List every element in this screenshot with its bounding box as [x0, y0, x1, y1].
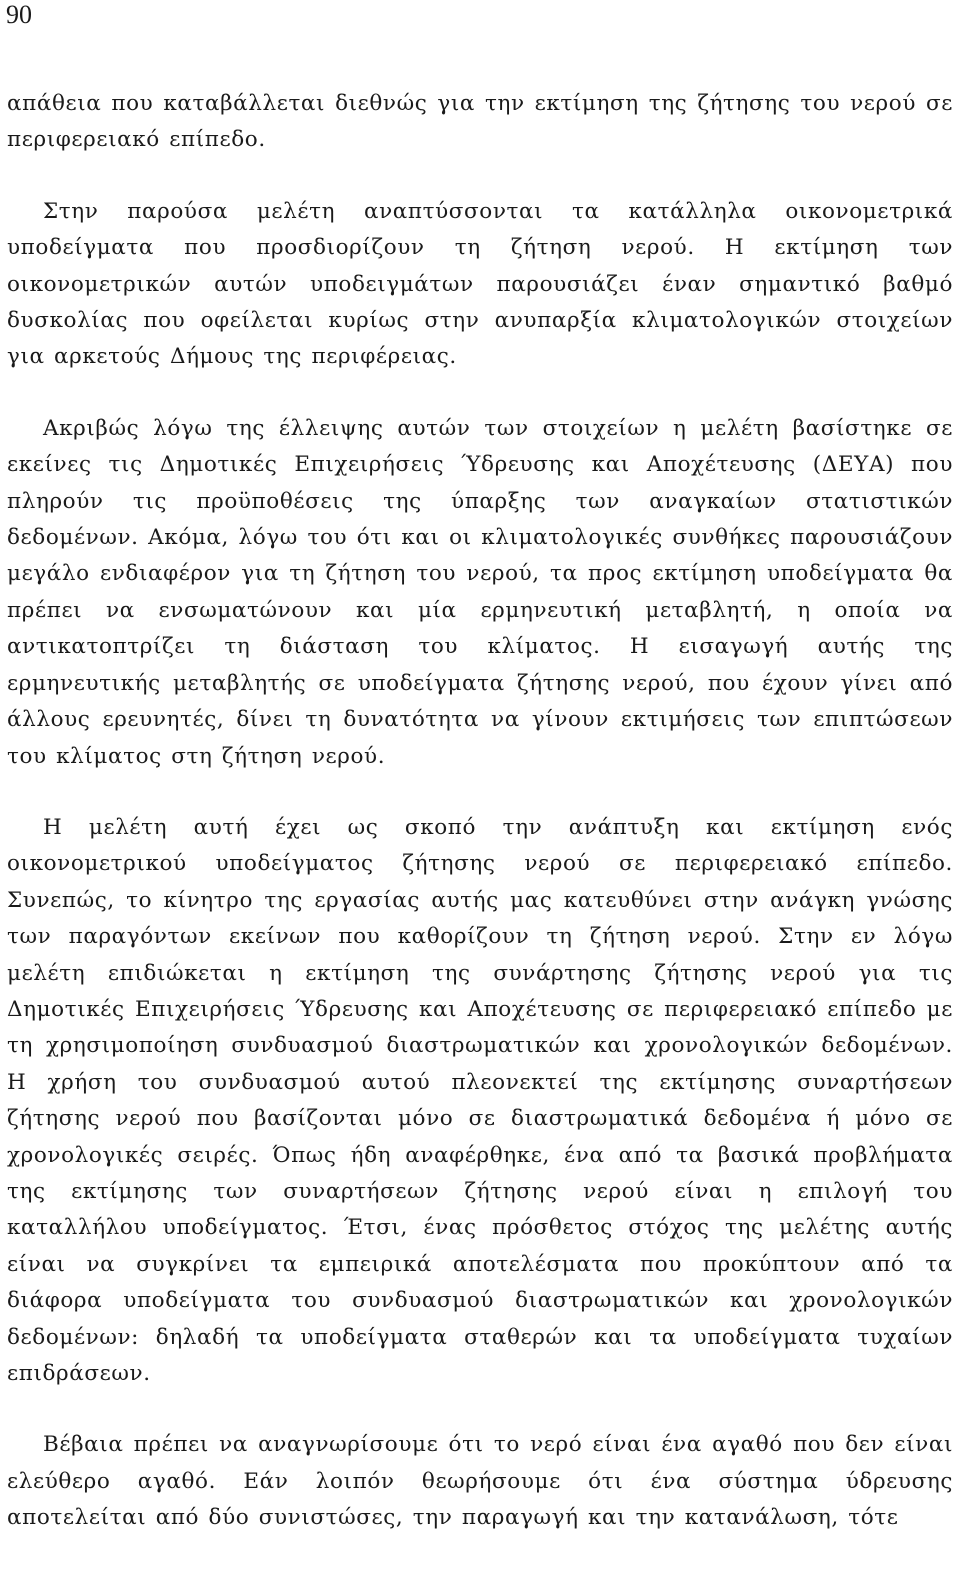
paragraph: Στην παρούσα μελέτη αναπτύσσονται τα κατάλληλα οικονομετρικά υποδείγματα που προσδιορίζουν τη ζήτηση νερού. Η εκτίμηση των οικονομετρικών αυτών υποδειγμάτων παρουσιάζει έναν σημαντικό βαθμό δυσκολίας που οφείλεται κυρίως στην ανυπαρξία κλιματολογικών στοιχείων για αρκετούς Δήμους της περιφέρειας. — [7, 198, 953, 370]
paragraph: Βέβαια πρέπει να αναγνωρίσουμε ότι το νερό είναι ένα αγαθό που δεν είναι ελεύθερο αγαθό. Εάν λοιπόν θεωρήσουμε ότι ένα σύστημα ύδρευσης αποτελείται από δύο συνιστώσες, την παραγωγή και την κατανάλωση, τότε — [7, 1432, 953, 1531]
paragraph: Ακριβώς λόγω της έλλειψης αυτών των στοιχείων η μελέτη βασίστηκε σε εκείνες τις Δημοτικές Επιχειρήσεις Ύδρευσης και Αποχέτευσης (ΔΕΥΑ) που πληρούν τις προϋποθέσεις της ύπαρξης των αναγκαίων στατιστικών δεδομένων. Ακόμα, λόγω του ότι και οι κλιματολογικές συνθήκες παρουσιάζουν μεγάλο ενδιαφέρον για τη ζήτηση του νερού, τα προς εκτίμηση υποδείγματα θα πρέπει να ενσωματώνουν και μία ερμηνευτική μεταβλητή, η οποία να αντικατοπτρίζει τη διάσταση του κλίματος. Η εισαγωγή αυτής της ερμηνευτικής μεταβλητής σε υποδείγματα ζήτησης νερού, που έχουν γίνει από άλλους ερευνητές, δίνει τη δυνατότητα να γίνουν εκτιμήσεις των επιπτώσεων του κλίματος στη ζήτηση νερού. — [7, 415, 953, 769]
paragraph: Η μελέτη αυτή έχει ως σκοπό την ανάπτυξη και εκτίμηση ενός οικονομετρικού υποδείγματος ζήτησης νερού σε περιφερειακό επίπεδο. Συνεπώς, το κίνητρο της εργασίας αυτής μας κατευθύνει στην ανάγκη γνώσης των παραγόντων εκείνων που καθορίζουν τη ζήτηση νερού. Στην εν λόγω μελέτη επιδιώκεται η εκτίμηση της συνάρτησης ζήτησης νερού για τις Δημοτικές Επιχειρήσεις Ύδρευσης και Αποχέτευσης σε περιφερειακό επίπεδο με τη χρησιμοποίηση συνδυασμού διαστρωματικών και χρονολογικών δεδομένων. Η χρήση του συνδυασμού αυτού πλεονεκτεί της εκτίμησης συναρτήσεων ζήτησης νερού που βασίζονται μόνο σε διαστρωματικά δεδομένα ή μόνο σε χρονολογικές σειρές. Όπως ήδη αναφέρθηκε, ένα από τα βασικά προβλήματα της εκτίμησης των συναρτήσεων ζήτησης νερού είναι η επιλογή του καταλλήλου υποδείγματος. Έτσι, ένας πρόσθετος στόχος της μελέτης αυτής είναι να συγκρίνει τα εμπειρικά αποτελέσματα που προκύπτουν από τα διάφορα υποδείγματα του συνδυασμού διαστρωματικών και χρονολογικών δεδομένων: δηλαδή τα υποδείγματα σταθερών και τα υποδείγματα τυχαίων επιδράσεων. — [7, 814, 953, 1386]
document-body — [7, 86, 953, 1572]
paragraph-continued: απάθεια που καταβάλλεται διεθνώς για την εκτίμηση της ζήτησης του νερού σε περιφερειακό επίπεδο. — [7, 91, 953, 153]
page-number: 90 — [6, 0, 32, 29]
